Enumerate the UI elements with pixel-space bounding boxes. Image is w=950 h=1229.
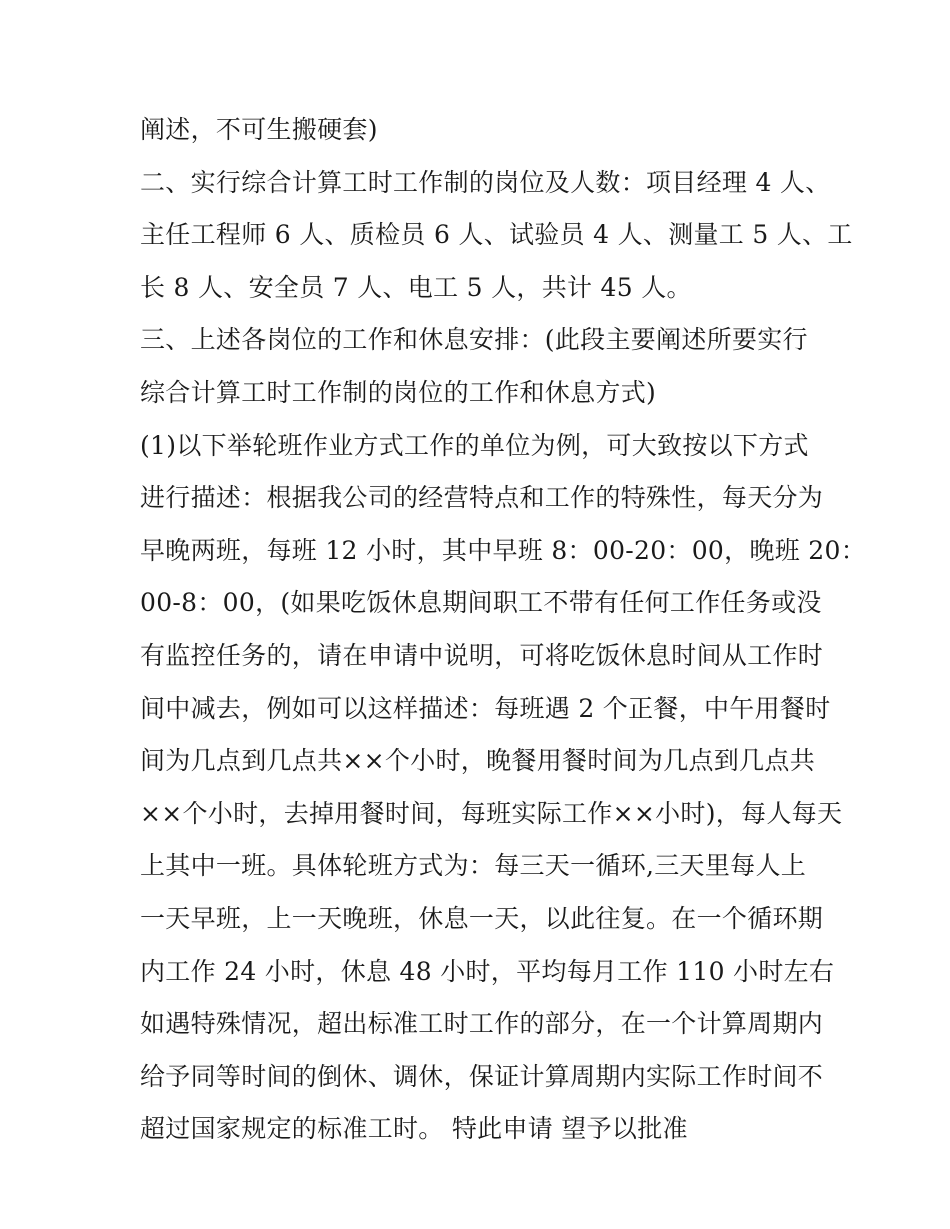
text-line: 主任工程师 6 人、质检员 6 人、试验员 4 人、测量工 5 人、工 [140, 220, 853, 250]
text-line: 上其中一班。具体轮班方式为：每三天一循环,三天里每人上 [140, 851, 807, 881]
text-line: 综合计算工时工作制的岗位的工作和休息方式) [140, 377, 657, 407]
text-line: 二、实行综合计算工时工作制的岗位及人数：项目经理 4 人、 [140, 167, 831, 197]
text-line: 阐述，不可生搬硬套) [140, 115, 378, 144]
text-line: 超过国家规定的标准工时。 特此申请 望予以批准 [140, 1114, 688, 1144]
text-line: 有监控任务的，请在申请中说明，可将吃饭休息时间从工作时 [140, 640, 824, 670]
text-line: 如遇特殊情况，超出标准工时工作的部分，在一个计算周期内 [140, 1009, 824, 1039]
text-line: (1)以下举轮班作业方式工作的单位为例，可大致按以下方式 [140, 430, 809, 460]
text-line: 早晚两班，每班 12 小时，其中早班 8：00-20：00，晚班 20： [140, 535, 866, 565]
text-line: 长 8 人、安全员 7 人、电工 5 人，共计 45 人。 [140, 272, 692, 302]
text-line: 给予同等时间的倒休、调休，保证计算周期内实际工作时间不 [140, 1061, 824, 1091]
text-line: 间为几点到几点共××个小时，晚餐用餐时间为几点到几点共 [140, 746, 815, 776]
text-line: 00-8：00，(如果吃饭休息期间职工不带有任何工作任务或没 [140, 588, 822, 618]
document-body [140, 104, 866, 1156]
text-line: 三、上述各岗位的工作和休息安排：(此段主要阐述所要实行 [140, 325, 808, 355]
text-line: 内工作 24 小时，休息 48 小时，平均每月工作 110 小时左右 [140, 956, 835, 986]
text-line: ××个小时，去掉用餐时间，每班实际工作××小时)，每人每天 [140, 798, 843, 828]
text-line: 一天早班，上一天晚班，休息一天，以此往复。在一个循环期 [140, 903, 824, 933]
text-line: 进行描述：根据我公司的经营特点和工作的特殊性，每天分为 [140, 483, 824, 513]
text-line: 间中减去，例如可以这样描述：每班遇 2 个正餐，中午用餐时 [140, 693, 831, 723]
